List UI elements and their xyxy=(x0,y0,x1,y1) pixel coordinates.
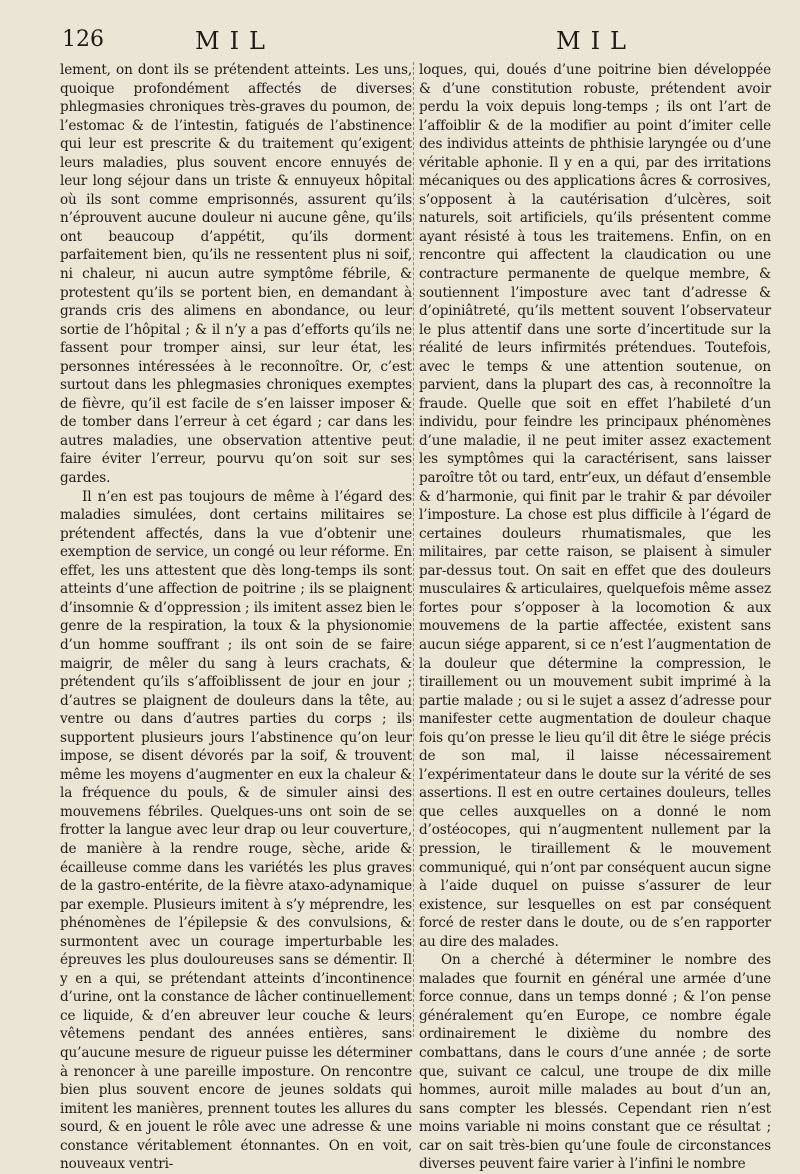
page-number: 126 xyxy=(62,27,104,52)
column-divider xyxy=(413,62,414,1037)
paragraph: On a cherché à déterminer le nombre des malades que fournit en général une armée d’une force connue, dans un temps donné ; & l’on pense généralement qu’en Europe, ce nombre égale ordinairement le dixième du nombre des combattans, dans le cours d’une année ; de sorte que, suivant ce calcul, une troupe de dix mille hommes, auroit mille malades au bout d’un an, sans compter les blessés. Cependant rien n’est moins variable ni moins constant que ce résultat ; car on sait très-bien qu’une foule de circonstances diverses peuvent faire varier à l’infini le nombre xyxy=(419,952,771,1173)
paragraph: loques, qui, doués d’une poitrine bien développée & d’une constitution robuste, prétendent avoir perdu la voix depuis long-temps ; ils ont l’art de l’affoiblir & de la modifier au point d’imiter celle des individus atteints de phthisie laryngée ou d’une véritable aphonie. Il y en a qui, par des irritations mécaniques ou des applications âcres & corrosives, s’opposent à la cautérisation d’ulcères, soit naturels, soit artificiels, qu’ils présentent comme ayant résisté à tous les traitemens. Enfin, on en rencontre qui affectent la claudication ou une contracture permanente de quelque membre, & soutiennent l’imposture avec tant d’adresse & d’opiniâtreté, qu’ils mettent souvent l’observateur le plus attentif dans une sorte d’incertitude sur la réalité de leurs infirmités prétendues. Toutefois, avec le temps & une attention soutenue, on parvient, dans la plupart des cas, à reconnoître la fraude. Quelle que soit en effet l’habileté d’un individu, pour feindre les principaux phénomènes d’une maladie, il ne peut imiter assez exactement les symptômes qui la caractérisent, sans laisser paroître tôt ou tard, entr’eux, un défaut d’ensemble & d’harmonie, qui finit par le trahir & par dévoiler l’imposture. La chose est plus difficile à l’égard de certaines douleurs rhumatismales, que les militaires, par cette raison, se plaisent à simuler par-dessus tout. On sait en effet que des douleurs musculaires & articulaires, quelquefois même assez fortes pour s’opposer à la locomotion & aux mouvemens de la partie affectée, existent sans aucun siége apparent, si ce n’est l’augmentation de la douleur que détermine la compression, le tiraillement ou un mouvement subit imprimé à la partie malade ; ou si le sujet a assez d’adresse pour manifester cette augmentation de douleur chaque fois qu’on presse le lieu qu’il dit être le siége précis de son mal, il laisse nécessairement l’expérimentateur dans le doute sur la vérité de ses assertions. Il est en outre certaines douleurs, telles que celles auxquelles on a donné le nom d’ostéocopes, qui n’augmentent nullement par la pression, le tiraillement & le mouvement communiqué, qui n’ont par conséquent aucun signe à l’aide duquel on puisse s’assurer de leur existence, sur lesquelles on est par conséquent forcé de rester dans le doute, ou de s’en rapporter au dire des malades. xyxy=(419,62,771,950)
paragraph: lement, on dont ils se prétendent atteints. Les uns, quoique profondément affectés de diverses phlegmasies chroniques très-graves du poumon, de l’estomac & de l’intestin, fatigués de l’abstinence qui leur est prescrite & du traitement qu’exigent leurs maladies, plus souvent encore ennuyés de leur long séjour dans un triste & ennuyeux hôpital où ils sont comme emprisonnés, assurent qu’ils n’éprouvent aucune douleur ni aucune gêne, qu’ils ont beaucoup d’appétit, qu’ils dorment parfaitement bien, qu’ils ne ressentent plus ni soif, ni chaleur, ni aucun autre symptôme fébrile, & protestent qu’ils se portent bien, en demandant à grands cris des alimens en abondance, ou leur sortie de l’hôpital ; & il n’y a pas d’efforts qu’ils ne fassent pour tromper ainsi, sur leur état, les personnes intéressées à le reconnoître. Or, c’est surtout dans les phlegmasies chroniques exemptes de fièvre, qu’il est facile de s’en laisser imposer & de tomber dans l’erreur à cet égard ; car dans les autres maladies, une observation attentive peut faire éviter l’erreur, pourvu qu’on soit sur ses gardes. xyxy=(60,62,412,487)
running-head-left: MIL xyxy=(195,27,275,55)
right-column xyxy=(419,61,771,1174)
page-header xyxy=(0,27,800,57)
paragraph: Il n’en est pas toujours de même à l’égard des maladies simulées, dont certains militaires se prétendent affectés, dans la vue d’obtenir une exemption de service, un congé ou leur réforme. En effet, les uns attestent que dès long-temps ils sont atteints d’une affection de poitrine ; ils se plaignent d’insomnie & d’oppression ; ils imitent assez bien le genre de la respiration, la toux & la physionomie d’un homme souffrant ; ils ont soin de se faire maigrir, de mêler du sang à leurs crachats, & prétendent qu’ils s’affoiblissent de jour en jour ; d’autres se plaignent de douleurs dans la tête, au ventre ou dans d’autres parties du corps ; ils supportent plusieurs jours l’abstinence qu’on leur impose, se disent dévorés par la soif, & trouvent même les moyens d’augmenter en eux la chaleur & la fréquence du pouls, & de simuler ainsi des mouvemens fébriles. Quelques-uns ont soin de se frotter la langue avec leur drap ou leur couverture, de manière à la rendre rouge, sèche, aride & écailleuse comme dans les variétés les plus graves de la gastro-entérite, de la fièvre ataxo-adynamique par exemple. Plusieurs imitent à s’y méprendre, les phénomènes de l’épilepsie & des convulsions, & surmontent avec un courage imperturbable les épreuves les plus douloureuses sans se démentir. Il y en a qui, se prétendant atteints d’incontinence d’urine, ont la constance de lâcher continuellement ce liquide, & d’en abreuver leur couche & leurs vêtemens pendant des années entières, sans qu’aucune mesure de rigueur puisse les déterminer à renoncer à une pareille imposture. On rencontre bien plus souvent encore de jeunes soldats qui imitent les manières, prennent toutes les allures du sourd, & en jouent le rôle avec une adresse & une constance véritablement étonnantes. On en voit, nouveaux ventri- xyxy=(60,488,412,1173)
running-head-right: MIL xyxy=(556,27,636,55)
left-column xyxy=(60,61,412,1174)
